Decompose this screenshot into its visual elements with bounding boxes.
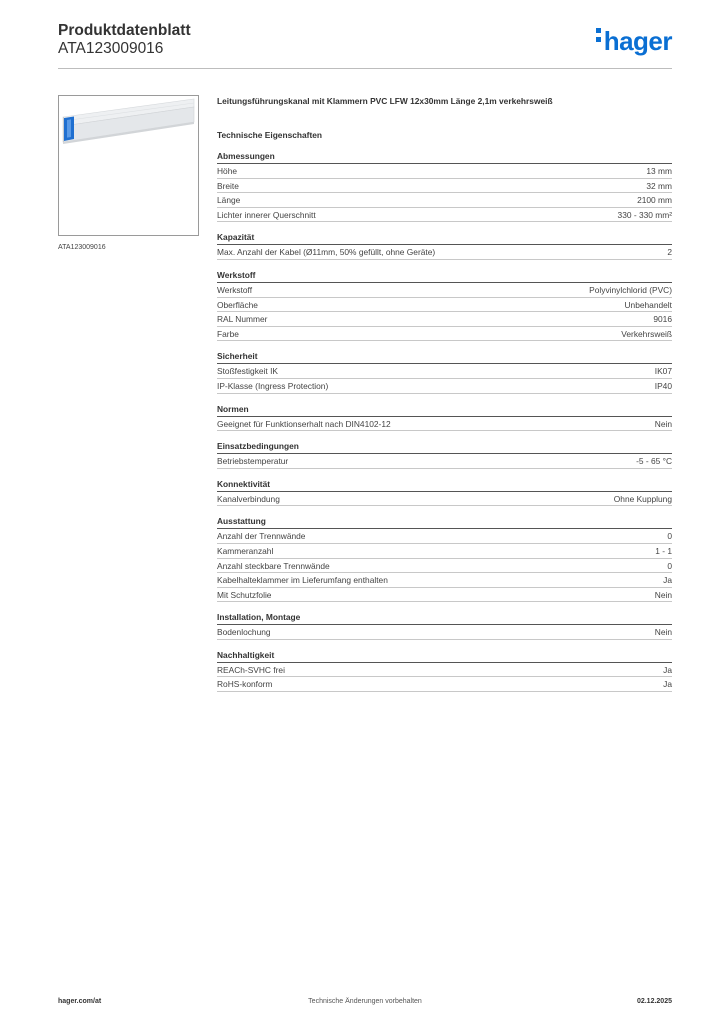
property-label: Werkstoff (217, 284, 253, 295)
property-value: 1 - 1 (655, 545, 672, 556)
property-label: Farbe (217, 328, 239, 339)
property-value: Nein (654, 627, 672, 638)
property-section (217, 440, 672, 469)
property-section (217, 269, 672, 341)
property-value: 2 (667, 247, 672, 258)
property-label: Mit Schutzfolie (217, 589, 272, 600)
property-label: IP-Klasse (Ingress Protection) (217, 380, 329, 391)
property-value: Nein (654, 589, 672, 600)
property-label: Kanalverbindung (217, 493, 280, 504)
property-row (217, 454, 672, 469)
property-label: RoHS-konform (217, 679, 273, 690)
property-value: 9016 (653, 314, 672, 325)
footer-website: hager.com/at (58, 998, 102, 1005)
property-label: Anzahl steckbare Trennwände (217, 560, 330, 571)
property-label: Oberfläche (217, 299, 258, 310)
property-value: Ja (663, 575, 672, 586)
property-row (217, 245, 672, 260)
property-row (217, 364, 672, 379)
section-title: Sicherheit (217, 350, 672, 364)
property-section (217, 478, 672, 507)
property-row (217, 559, 672, 574)
property-section (217, 403, 672, 432)
property-row (217, 208, 672, 223)
property-label: Max. Anzahl der Kabel (Ø11mm, 50% gefüllt, ohne Geräte) (217, 247, 436, 258)
page-header (58, 22, 672, 68)
property-value: IP40 (654, 380, 672, 391)
property-label: Stoßfestigkeit IK (217, 366, 278, 377)
section-title: Abmessungen (217, 150, 672, 164)
property-label: Kammeranzahl (217, 545, 274, 556)
property-row (217, 529, 672, 544)
cable-duct-illustration (59, 96, 198, 235)
footer-disclaimer: Technische Änderungen vorbehalten (308, 998, 422, 1005)
property-value: 2100 mm (637, 195, 672, 206)
property-row (217, 677, 672, 692)
property-section (217, 515, 672, 602)
property-section (217, 649, 672, 692)
property-row (217, 544, 672, 559)
properties-sections (217, 150, 672, 692)
property-section (217, 231, 672, 260)
property-value: Nein (654, 418, 672, 429)
product-details (217, 95, 672, 701)
property-section (217, 611, 672, 640)
property-value: 0 (667, 531, 672, 542)
section-title: Installation, Montage (217, 611, 672, 625)
section-title: Nachhaltigkeit (217, 649, 672, 663)
section-title: Ausstattung (217, 515, 672, 529)
property-value: 13 mm (646, 166, 672, 176)
page-title: Produktdatenblatt (58, 22, 191, 39)
property-value: Ja (663, 679, 672, 690)
property-row (217, 193, 672, 208)
property-row (217, 283, 672, 298)
footer-date: 02.12.2025 (636, 998, 672, 1005)
property-row (217, 588, 672, 603)
section-title: Einsatzbedingungen (217, 440, 672, 454)
property-section (217, 350, 672, 393)
property-label: REACh-SVHC frei (217, 664, 285, 675)
section-title: Kapazität (217, 231, 672, 245)
property-row (217, 298, 672, 313)
property-label: Länge (217, 195, 241, 206)
logo-dots-icon (596, 28, 602, 46)
property-value: Verkehrsweiß (621, 328, 672, 339)
properties-heading: Technische Eigenschaften (217, 130, 323, 140)
property-row (217, 312, 672, 327)
property-row (217, 492, 672, 507)
section-title: Konnektivität (217, 478, 672, 492)
property-label: Betriebstemperatur (217, 456, 289, 467)
property-value: 32 mm (646, 180, 672, 191)
property-row (217, 179, 672, 194)
property-label: Bodenlochung (217, 627, 271, 638)
property-value: 330 - 330 mm² (617, 209, 672, 220)
hager-logo (596, 26, 672, 56)
property-label: Anzahl der Trennwände (217, 531, 306, 542)
property-value: Ja (663, 664, 672, 675)
property-label: Kabelhalteklammer im Lieferumfang enthalten (217, 575, 388, 586)
property-value: Polyvinylchlorid (PVC) (589, 284, 672, 295)
property-row (217, 625, 672, 640)
property-value: 0 (667, 560, 672, 571)
property-row (217, 379, 672, 394)
property-row (217, 573, 672, 588)
image-caption: ATA123009016 (58, 244, 106, 251)
product-image (58, 95, 199, 236)
property-value: IK07 (654, 366, 672, 377)
property-row (217, 164, 672, 179)
logo-text: hager (603, 26, 672, 56)
article-number: ATA123009016 (58, 40, 164, 57)
property-row (217, 663, 672, 678)
property-label: RAL Nummer (217, 314, 268, 325)
property-label: Breite (217, 180, 239, 191)
property-label: Lichter innerer Querschnitt (217, 209, 316, 220)
header-divider (58, 68, 672, 69)
section-title: Werkstoff (217, 269, 672, 283)
property-label: Geeignet für Funktionserhalt nach DIN4102-12 (217, 418, 391, 429)
property-section (217, 150, 672, 222)
section-title: Normen (217, 403, 672, 417)
property-value: -5 - 65 °C (636, 456, 672, 467)
property-value: Ohne Kupplung (613, 493, 672, 504)
property-row (217, 417, 672, 432)
property-label: Höhe (217, 166, 238, 176)
product-name: Leitungsführungskanal mit Klammern PVC LFW 12x30mm Länge 2,1m verkehrsweiß (217, 96, 553, 106)
property-row (217, 327, 672, 342)
property-value: Unbehandelt (624, 299, 672, 310)
